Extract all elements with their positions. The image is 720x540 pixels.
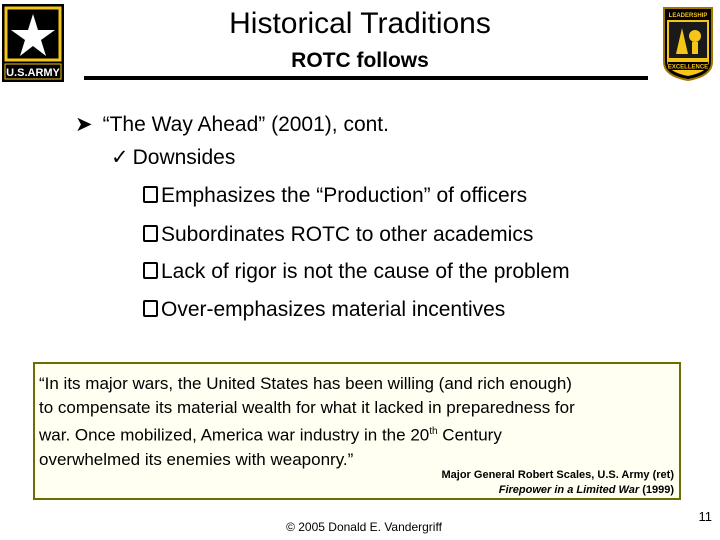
bullet-level1 — [75, 112, 389, 138]
quote-text — [39, 372, 677, 472]
quote-superscript: th — [429, 426, 438, 437]
slide-title: Historical Traditions — [229, 7, 491, 40]
title-divider — [84, 76, 648, 80]
footer-copyright: © 2005 Donald E. Vandergriff — [286, 520, 442, 534]
quote-attribution-source — [499, 483, 674, 497]
slide-subtitle: ROTC follows — [291, 49, 429, 72]
bullet-item — [143, 297, 505, 323]
bullet-item — [143, 259, 570, 285]
square-bullet-icon — [143, 225, 158, 242]
bullet-level1-text: “The Way Ahead” (2001), cont. — [102, 113, 389, 136]
square-bullet-icon — [143, 186, 158, 203]
army-logo-text: U.S.ARMY — [6, 67, 60, 79]
bullet-level2 — [111, 145, 235, 171]
quote-line: “In its major wars, the United States has been willing (and rich enough) — [39, 374, 572, 393]
quote-line: to compensate its material wealth for what it lacked in preparedness for — [39, 398, 575, 417]
bullet-item-text: Emphasizes the “Production” of officers — [161, 184, 528, 207]
square-bullet-icon — [143, 300, 158, 317]
checkmark-bullet-icon: ✓ — [111, 146, 129, 169]
bullet-level2-text: Downsides — [132, 146, 236, 169]
square-bullet-icon — [143, 262, 158, 279]
quote-line-part: Century — [437, 425, 502, 445]
bullet-item — [143, 222, 533, 248]
quote-source-title: Firepower in a Limited War — [498, 484, 640, 496]
bullet-item-text: Lack of rigor is not the cause of the problem — [161, 260, 570, 283]
quote-line — [39, 420, 677, 448]
bullet-item-text: Over-emphasizes material incentives — [161, 298, 506, 321]
bullet-item — [143, 183, 527, 209]
rotc-crest-text-bottom: EXCELLENCE — [667, 64, 709, 71]
page-number: 11 — [698, 509, 712, 524]
rotc-crest-text-top: LEADERSHIP — [668, 13, 708, 19]
quote-line-part: war. Once mobilized, America war industry in the 20 — [39, 425, 430, 445]
arrow-bullet-icon: ➤ — [75, 113, 93, 136]
quote-line: overwhelmed its enemies with weaponry.” — [39, 449, 354, 469]
quote-attribution-name: Major General Robert Scales, U.S. Army (ret) — [441, 469, 674, 481]
bullet-item-text: Subordinates ROTC to other academics — [161, 223, 534, 246]
quote-source-year: (1999) — [639, 484, 674, 496]
